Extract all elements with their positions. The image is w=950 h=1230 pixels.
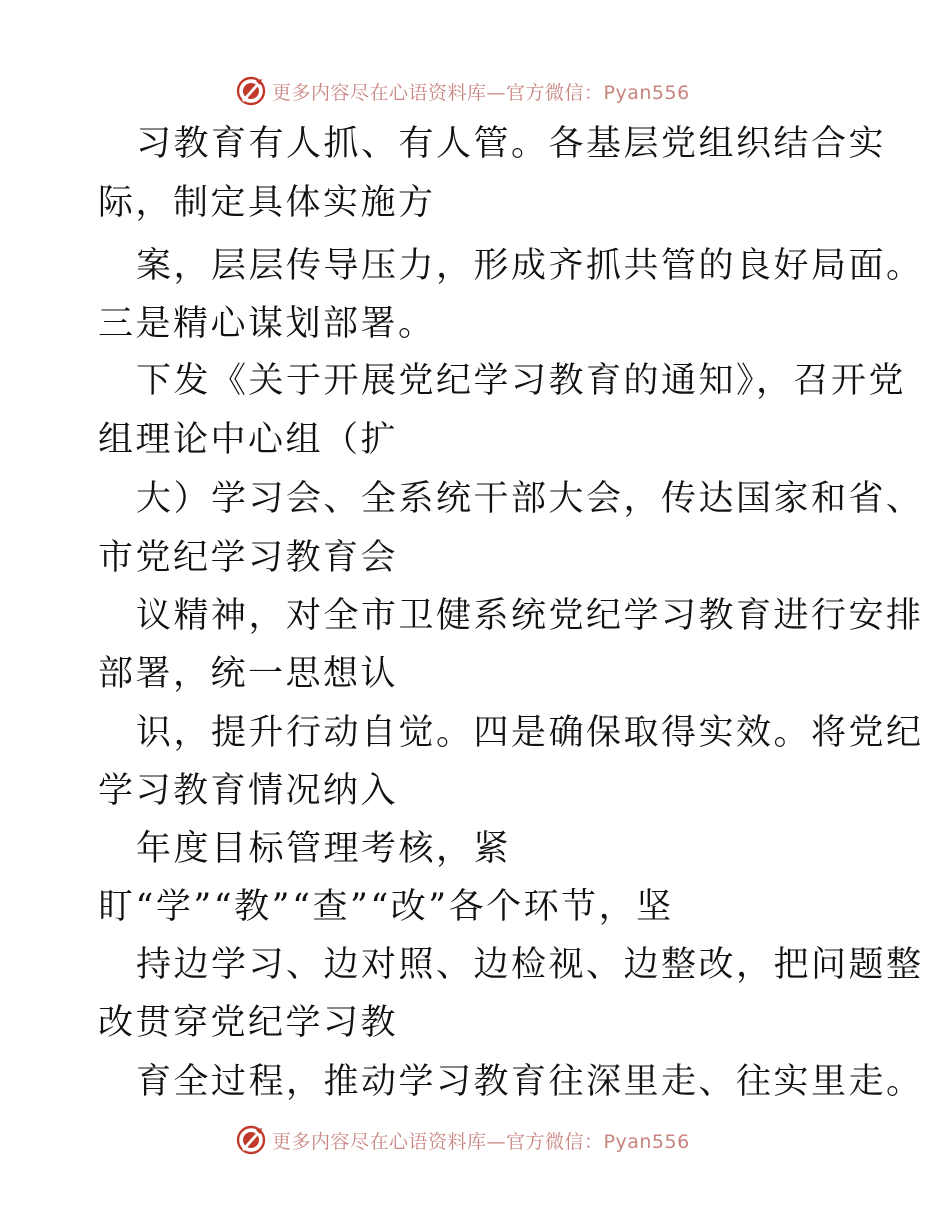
watermark-text: 更多内容尽在心语资料库—官方微信：Pyan556 [272,1130,690,1153]
paragraph-line: 持边学习、边对照、边检视、边整改，把问题整 [136,945,924,985]
paragraph-line: 大）学习会、全系统干部大会，传达国家和省、 [136,479,924,519]
paragraph-line: 习教育有人抓、有人管。各基层党组织结合实 [136,124,887,164]
paragraph-line: 议精神，对全市卫健系统党纪学习教育进行安排 [136,596,924,636]
paragraph-line: 育全过程，推动学习教育往深里走、往实里走。 [136,1062,924,1102]
footer-watermark-banner [236,1123,690,1157]
paragraph-line: 案，层层传导压力，形成齐抓共管的良好局面。 [136,246,924,286]
wechat-id: Pyan556 [603,81,690,104]
paragraph-line: 市党纪学习教育会 [98,538,399,578]
watermark-text: 更多内容尽在心语资料库—官方微信：Pyan556 [272,81,690,104]
paragraph-line: 学习教育情况纳入 [98,771,399,811]
paragraph-line: 年度目标管理考核，紧 [136,829,512,869]
paragraph-line: 三是精心谋划部署。 [98,304,436,344]
paragraph-line: 下发《关于开展党纪学习教育的通知》，召开党 [136,361,907,401]
logo-icon [236,1125,266,1155]
paragraph-line: 盯“学”“教”“查”“改”各个环节，坚 [98,887,674,927]
paragraph-line: 际，制定具体实施方 [98,183,436,223]
header-watermark-banner [236,74,690,108]
wechat-id: Pyan556 [603,1130,690,1153]
logo-icon [236,76,266,106]
paragraph-line: 部署，统一思想认 [98,654,399,694]
paragraph-line: 组理论中心组（扩 [98,420,399,460]
paragraph-line: 改贯穿党纪学习教 [98,1003,399,1043]
paragraph-line: 识，提升行动自觉。四是确保取得实效。将党纪 [136,713,924,753]
